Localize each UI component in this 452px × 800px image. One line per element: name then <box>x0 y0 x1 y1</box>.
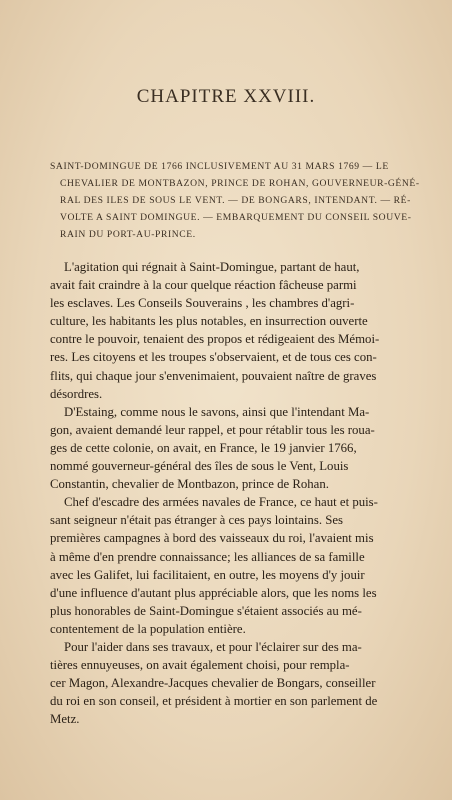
summary-line: RAL DES ILES DE SOUS LE VENT. — DE BONGARS, INTENDANT. — RÉ- <box>60 195 411 206</box>
text-line: culture, les habitants les plus notables, en insurrection ouverte <box>50 314 368 329</box>
paragraph <box>50 638 430 728</box>
text-line: L'agitation qui régnait à Saint-Domingue, partant de haut, <box>64 260 360 274</box>
text-line: premières campagnes à bord des vaisseaux du roi, l'avaient mis <box>50 531 374 546</box>
paragraph <box>50 403 430 493</box>
text-line: du roi en son conseil, et président à mortier en son parlement de <box>50 694 378 709</box>
text-line: flits, qui chaque jour s'envenimaient, pouvaient naître de graves <box>50 368 377 383</box>
text-line: désordres. <box>50 386 103 401</box>
text-line: contre le pouvoir, tenaient des propos et rédigeaient des Mémoi- <box>50 332 380 347</box>
text-line: d'une influence d'autant plus appréciable alors, que les noms les <box>50 585 377 600</box>
text-line: Constantin, chevalier de Montbazon, prince de Rohan. <box>50 477 329 492</box>
text-line: res. Les citoyens et les troupes s'observaient, et de tous ces con- <box>50 350 377 365</box>
summary-line: RAIN DU PORT-AU-PRINCE. <box>60 229 196 240</box>
text-line: les esclaves. Les Conseils Souverains , les chambres d'agri- <box>50 296 355 311</box>
chapter-summary <box>50 158 420 243</box>
chapter-title: CHAPITRE XXVIII. <box>136 86 316 107</box>
text-line: nommé gouverneur-général des îles de sous le Vent, Louis <box>50 459 349 474</box>
text-line: gon, avaient demandé leur rappel, et pour rétablir tous les roua- <box>50 422 375 437</box>
text-line: Metz. <box>50 712 80 727</box>
paragraph <box>50 493 430 638</box>
text-line: ges de cette colonie, on avait, en France, le 19 janvier 1766, <box>50 440 357 455</box>
summary-line: VOLTE A SAINT DOMINGUE. — EMBARQUEMENT DU CONSEIL SOUVE- <box>60 212 412 223</box>
text-line: Pour l'aider dans ses travaux, et pour l'éclairer sur des ma- <box>64 639 362 654</box>
body-text <box>50 258 430 728</box>
summary-line: CHEVALIER DE MONTBAZON, PRINCE DE ROHAN, GOUVERNEUR-GÉNÉ- <box>60 178 420 189</box>
text-line: avec les Galifet, lui facilitaient, en outre, les moyens d'y jouir <box>50 567 365 582</box>
text-line: D'Estaing, comme nous le savons, ainsi que l'intendant Ma- <box>64 404 370 419</box>
paragraph <box>50 258 430 403</box>
text-line: contentement de la population entière. <box>50 621 246 636</box>
text-line: à même d'en prendre connaissance; les alliances de sa famille <box>50 549 365 564</box>
summary-line: SAINT-DOMINGUE DE 1766 INCLUSIVEMENT AU 31 MARS 1769 — LE <box>50 161 389 172</box>
text-line: cer Magon, Alexandre-Jacques chevalier de Bongars, conseiller <box>50 676 376 691</box>
text-line: avait fait craindre à la cour quelque réaction fâcheuse parmi <box>50 278 357 293</box>
text-line: plus honorables de Saint-Domingue s'étaient associés au mé- <box>50 603 362 618</box>
text-line: tières ennuyeuses, on avait également choisi, pour rempla- <box>50 658 350 673</box>
text-line: sant seigneur n'était pas étranger à ces pays lointains. Ses <box>50 513 343 528</box>
text-line: Chef d'escadre des armées navales de France, ce haut et puis- <box>64 495 378 510</box>
